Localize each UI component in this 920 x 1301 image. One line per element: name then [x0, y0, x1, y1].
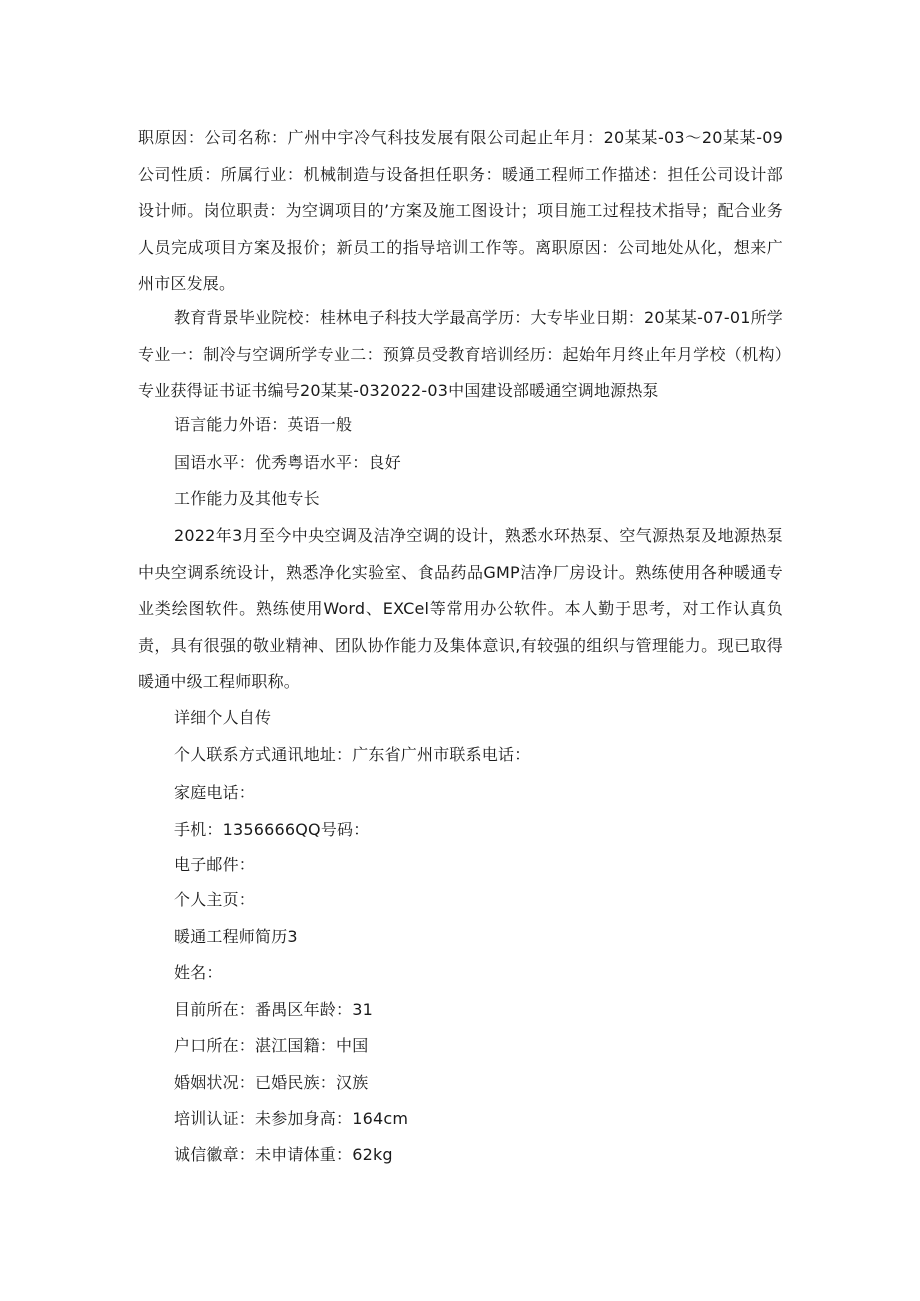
resume3-title: 暖通工程师简历3: [174, 927, 298, 946]
home-phone: 家庭电话：: [174, 783, 256, 802]
language-foreign: 语言能力外语：英语一般: [174, 415, 353, 434]
hukou-nationality: 户口所在：湛江国籍：中国: [174, 1036, 369, 1055]
contact-address: 个人联系方式通讯地址：广东省广州市联系电话：: [174, 745, 531, 764]
credit-weight: 诚信徽章：未申请体重：62kg: [174, 1145, 393, 1164]
skills-heading: 工作能力及其他专长: [174, 489, 320, 508]
marital-ethnic: 婚姻状况：已婚民族：汉族: [174, 1073, 369, 1092]
education-paragraph: 教育背景毕业院校：桂林电子科技大学最高学历：大专毕业日期：20某某-07-01所学专业一：制冷与空调所学专业二：预算员受教育培训经历：起始年月终止年月学校（机构）专业获得证书证书编号20某某-032022-03中国建设部暖通空调地源热泵: [138, 308, 783, 401]
location-age: 目前所在：番禺区年龄：31: [174, 1000, 373, 1019]
language-mandarin: 国语水平：优秀粤语水平：良好: [174, 453, 401, 472]
homepage: 个人主页：: [174, 890, 256, 909]
training-height: 培训认证：未参加身高：164cm: [174, 1109, 409, 1128]
skills-paragraph: 2022年3月至今中央空调及洁净空调的设计，熟悉水环热泵、空气源热泵及地源热泵中央空调系统设计，熟悉净化实验室、食品药品GMP洁净厂房设计。熟练使用各种暖通专业类绘图软件。熟练使用Word、EXCel等常用办公软件。本人勤于思考，对工作认真负责，具有很强的敬业精神、团队协作能力及集体意识,有较强的组织与管理能力。现已取得暖通中级工程师职称。: [138, 526, 783, 692]
mobile-qq: 手机：1356666QQ号码：: [174, 820, 370, 839]
autobiography-heading: 详细个人自传: [174, 708, 272, 727]
email: 电子邮件：: [174, 855, 256, 874]
name-field: 姓名：: [174, 963, 223, 982]
work-experience-paragraph: 职原因：公司名称：广州中宇冷气科技发展有限公司起止年月：20某某-03～20某某-09公司性质：所属行业：机械制造与设备担任职务：暖通工程师工作描述：担任公司设计部设计师。岗位职责：为空调项目的’方案及施工图设计；项目施工过程技术指导；配合业务人员完成项目方案及报价；新员工的指导培训工作等。离职原因：公司地处从化，想来广州市区发展。: [138, 128, 783, 294]
